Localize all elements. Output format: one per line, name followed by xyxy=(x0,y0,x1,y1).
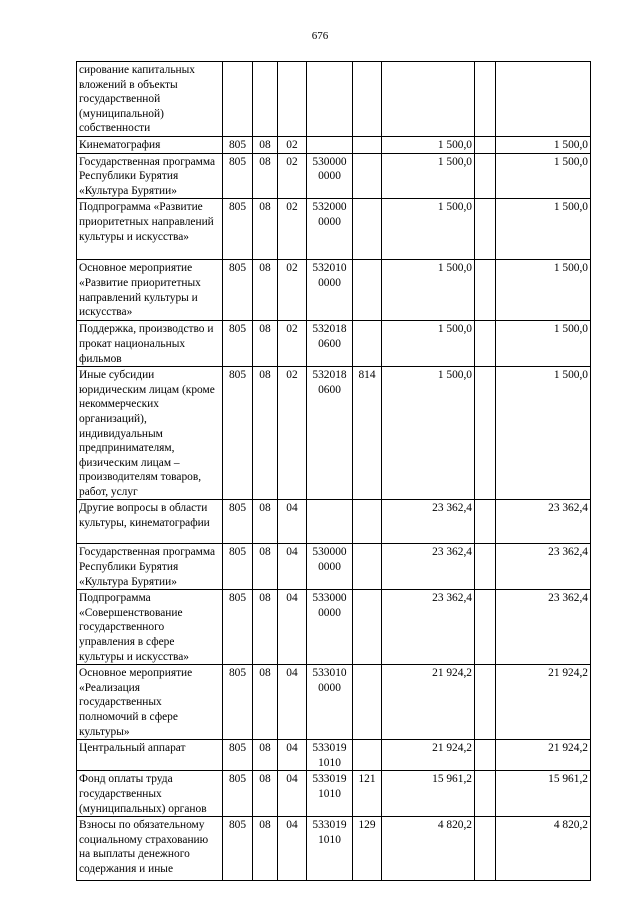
ministry-code-cell xyxy=(223,62,253,137)
empty-cell xyxy=(475,62,496,137)
section-code-cell: 08 xyxy=(253,665,278,740)
amount-cell xyxy=(382,62,475,137)
empty-cell xyxy=(475,500,496,544)
subsection-code-cell xyxy=(278,62,307,137)
target-article-cell: 532010 0000 xyxy=(307,260,353,321)
amount-cell: 1 500,0 xyxy=(496,367,591,500)
target-article-cell xyxy=(307,62,353,137)
empty-cell xyxy=(475,260,496,321)
amount-cell: 15 961,2 xyxy=(382,771,475,817)
table-row xyxy=(77,771,591,817)
amount-cell: 4 820,2 xyxy=(496,817,591,881)
ministry-code-cell: 805 xyxy=(223,665,253,740)
subsection-code-cell: 04 xyxy=(278,817,307,881)
amount-cell: 23 362,4 xyxy=(382,500,475,544)
table-row xyxy=(77,62,591,137)
expense-type-cell: 814 xyxy=(353,367,382,500)
empty-cell xyxy=(475,817,496,881)
row-name-cell: Взносы по обязательному социальному страхованию на выплаты денежного содержания и иные xyxy=(77,817,223,881)
empty-cell xyxy=(475,740,496,771)
expense-type-cell: 121 xyxy=(353,771,382,817)
subsection-code-cell: 04 xyxy=(278,590,307,665)
expense-type-cell xyxy=(353,62,382,137)
subsection-code-cell: 04 xyxy=(278,740,307,771)
amount-cell: 21 924,2 xyxy=(496,665,591,740)
ministry-code-cell: 805 xyxy=(223,590,253,665)
row-name-cell: Поддержка, производство и прокат национальных фильмов xyxy=(77,321,223,367)
expense-type-cell xyxy=(353,500,382,544)
row-name-cell: сирование капитальных вложений в объекты государственной (муниципальной) собственности xyxy=(77,62,223,137)
row-name-cell: Государственная программа Республики Бурятия «Культура Бурятии» xyxy=(77,153,223,199)
row-name-cell: Фонд оплаты труда государственных (муниципальных) органов xyxy=(77,771,223,817)
amount-cell: 15 961,2 xyxy=(496,771,591,817)
target-article-cell: 532018 0600 xyxy=(307,321,353,367)
table-row xyxy=(77,665,591,740)
section-code-cell: 08 xyxy=(253,260,278,321)
amount-cell: 1 500,0 xyxy=(496,136,591,153)
row-name-cell: Основное мероприятие «Развитие приоритетных направлений культуры и искусства» xyxy=(77,260,223,321)
section-code-cell: 08 xyxy=(253,817,278,881)
section-code-cell: 08 xyxy=(253,153,278,199)
section-code-cell: 08 xyxy=(253,500,278,544)
empty-cell xyxy=(475,321,496,367)
amount-cell: 21 924,2 xyxy=(382,665,475,740)
section-code-cell: 08 xyxy=(253,321,278,367)
amount-cell: 1 500,0 xyxy=(382,367,475,500)
amount-cell: 1 500,0 xyxy=(496,260,591,321)
expense-type-cell xyxy=(353,590,382,665)
expense-type-cell xyxy=(353,199,382,260)
section-code-cell: 08 xyxy=(253,199,278,260)
row-name-cell: Подпрограмма «Развитие приоритетных направлений культуры и искусства» xyxy=(77,199,223,260)
section-code-cell: 08 xyxy=(253,771,278,817)
amount-cell: 1 500,0 xyxy=(496,321,591,367)
table-row xyxy=(77,500,591,544)
amount-cell: 1 500,0 xyxy=(382,153,475,199)
amount-cell: 23 362,4 xyxy=(382,590,475,665)
target-article-cell xyxy=(307,136,353,153)
target-article-cell: 533010 0000 xyxy=(307,665,353,740)
target-article-cell: 533019 1010 xyxy=(307,771,353,817)
table-row xyxy=(77,544,591,590)
expense-type-cell xyxy=(353,740,382,771)
subsection-code-cell: 02 xyxy=(278,321,307,367)
subsection-code-cell: 04 xyxy=(278,500,307,544)
target-article-cell: 533019 1010 xyxy=(307,817,353,881)
ministry-code-cell: 805 xyxy=(223,260,253,321)
target-article-cell: 533019 1010 xyxy=(307,740,353,771)
amount-cell: 23 362,4 xyxy=(496,544,591,590)
table-row xyxy=(77,817,591,881)
table-row xyxy=(77,367,591,500)
row-name-cell: Кинематография xyxy=(77,136,223,153)
section-code-cell xyxy=(253,62,278,137)
empty-cell xyxy=(475,665,496,740)
table-row xyxy=(77,321,591,367)
row-name-cell: Центральный аппарат xyxy=(77,740,223,771)
subsection-code-cell: 02 xyxy=(278,153,307,199)
ministry-code-cell: 805 xyxy=(223,740,253,771)
ministry-code-cell: 805 xyxy=(223,500,253,544)
amount-cell: 1 500,0 xyxy=(496,199,591,260)
expense-type-cell xyxy=(353,153,382,199)
row-name-cell: Подпрограмма «Совершенствование государственного управления в сфере культуры и искусства» xyxy=(77,590,223,665)
amount-cell: 21 924,2 xyxy=(382,740,475,771)
target-article-cell: 533000 0000 xyxy=(307,590,353,665)
ministry-code-cell: 805 xyxy=(223,321,253,367)
target-article-cell: 532018 0600 xyxy=(307,367,353,500)
amount-cell: 1 500,0 xyxy=(382,136,475,153)
section-code-cell: 08 xyxy=(253,367,278,500)
subsection-code-cell: 02 xyxy=(278,367,307,500)
amount-cell: 23 362,4 xyxy=(496,500,591,544)
empty-cell xyxy=(475,544,496,590)
table-row xyxy=(77,136,591,153)
table-row xyxy=(77,153,591,199)
empty-cell xyxy=(475,153,496,199)
subsection-code-cell: 04 xyxy=(278,771,307,817)
table-row xyxy=(77,740,591,771)
expense-type-cell xyxy=(353,665,382,740)
row-name-cell: Основное мероприятие «Реализация государственных полномочий в сфере культуры» xyxy=(77,665,223,740)
amount-cell: 23 362,4 xyxy=(496,590,591,665)
expense-type-cell xyxy=(353,321,382,367)
section-code-cell: 08 xyxy=(253,544,278,590)
subsection-code-cell: 04 xyxy=(278,665,307,740)
expense-type-cell: 129 xyxy=(353,817,382,881)
amount-cell: 1 500,0 xyxy=(382,321,475,367)
expense-type-cell xyxy=(353,136,382,153)
subsection-code-cell: 02 xyxy=(278,260,307,321)
budget-table-body xyxy=(77,62,591,881)
expense-type-cell xyxy=(353,544,382,590)
table-row xyxy=(77,590,591,665)
target-article-cell: 530000 0000 xyxy=(307,544,353,590)
empty-cell xyxy=(475,136,496,153)
empty-cell xyxy=(475,590,496,665)
amount-cell: 1 500,0 xyxy=(382,199,475,260)
amount-cell: 21 924,2 xyxy=(496,740,591,771)
ministry-code-cell: 805 xyxy=(223,367,253,500)
section-code-cell: 08 xyxy=(253,590,278,665)
row-name-cell: Государственная программа Республики Бурятия «Культура Бурятии» xyxy=(77,544,223,590)
section-code-cell: 08 xyxy=(253,740,278,771)
amount-cell: 23 362,4 xyxy=(382,544,475,590)
empty-cell xyxy=(475,199,496,260)
amount-cell: 1 500,0 xyxy=(382,260,475,321)
ministry-code-cell: 805 xyxy=(223,136,253,153)
budget-table xyxy=(76,61,591,881)
ministry-code-cell: 805 xyxy=(223,771,253,817)
target-article-cell xyxy=(307,500,353,544)
ministry-code-cell: 805 xyxy=(223,199,253,260)
subsection-code-cell: 04 xyxy=(278,544,307,590)
page-number: 676 xyxy=(311,30,329,42)
target-article-cell: 532000 0000 xyxy=(307,199,353,260)
subsection-code-cell: 02 xyxy=(278,199,307,260)
table-row xyxy=(77,199,591,260)
empty-cell xyxy=(475,771,496,817)
ministry-code-cell: 805 xyxy=(223,544,253,590)
amount-cell: 1 500,0 xyxy=(496,153,591,199)
amount-cell xyxy=(496,62,591,137)
row-name-cell: Другие вопросы в области культуры, кинематографии xyxy=(77,500,223,544)
ministry-code-cell: 805 xyxy=(223,153,253,199)
table-row xyxy=(77,260,591,321)
amount-cell: 4 820,2 xyxy=(382,817,475,881)
subsection-code-cell: 02 xyxy=(278,136,307,153)
row-name-cell: Иные субсидии юридическим лицам (кроме некоммерческих организаций), индивидуальным предпринимателям, физическим лицам – производителям товаров, работ, услуг xyxy=(77,367,223,500)
section-code-cell: 08 xyxy=(253,136,278,153)
expense-type-cell xyxy=(353,260,382,321)
empty-cell xyxy=(475,367,496,500)
ministry-code-cell: 805 xyxy=(223,817,253,881)
target-article-cell: 530000 0000 xyxy=(307,153,353,199)
